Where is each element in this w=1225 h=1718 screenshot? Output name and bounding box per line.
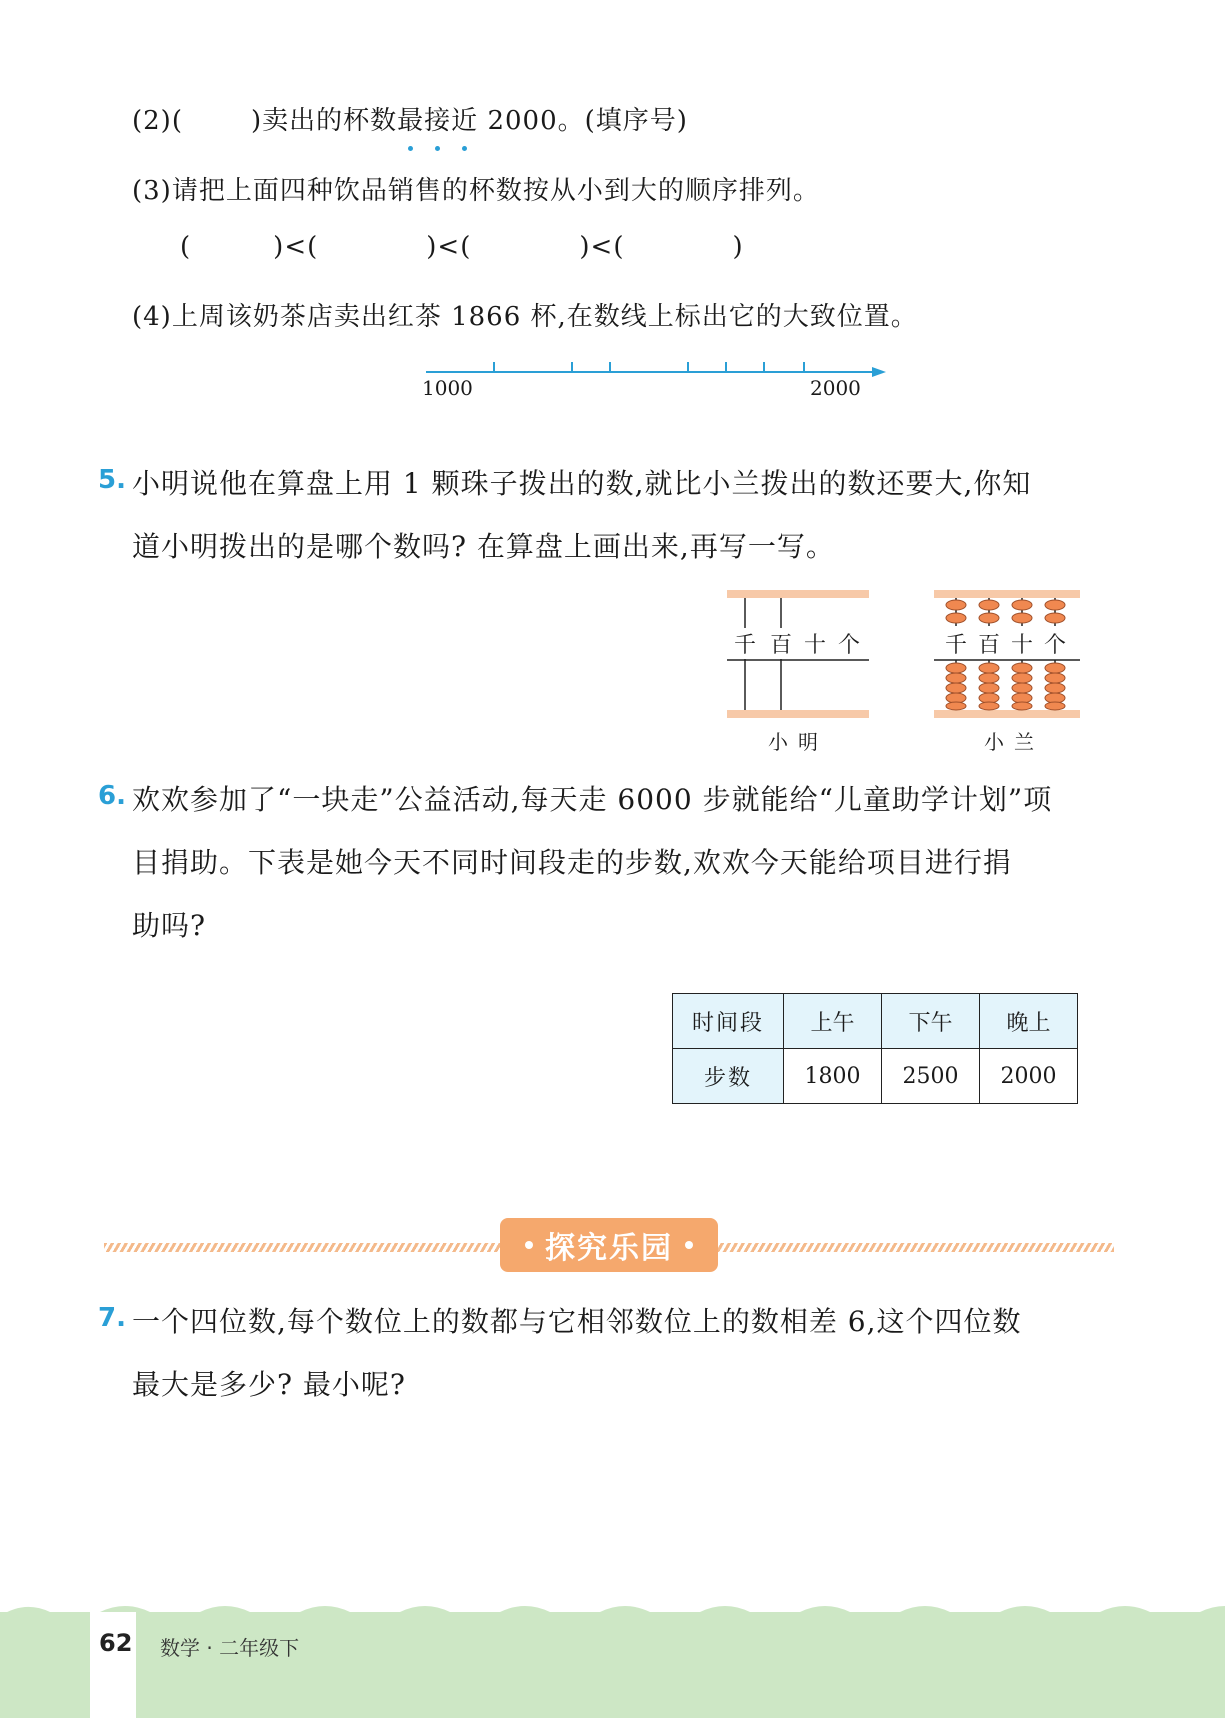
table-row-label: 步数: [673, 1049, 784, 1104]
q4-sub2-tail: 2000。(填序号): [478, 106, 688, 136]
question-number: 6.: [98, 781, 126, 811]
question-number: 5.: [98, 465, 126, 495]
dot-icon: [525, 1241, 533, 1249]
q4-sub2: [132, 100, 688, 137]
question-number: 7.: [98, 1303, 126, 1333]
dot-icon: [685, 1241, 693, 1249]
table-header-row: [673, 994, 1078, 1049]
table-header-cell: 时间段: [673, 994, 784, 1049]
q4-sub2-suffix: )卖出的杯数: [250, 106, 398, 136]
paren-open: (: [307, 232, 319, 262]
table-cell: 2500: [882, 1049, 980, 1104]
abacus-column-label: 个: [1042, 628, 1068, 659]
paren-open: (: [613, 232, 625, 262]
emphasis-char: 近: [451, 100, 478, 137]
q6-line2: 目捐助。下表是她今天不同时间段走的步数,欢欢今天能给项目进行捐: [132, 846, 1012, 879]
abacus-column-label: 百: [768, 628, 794, 659]
table-header-cell: 下午: [882, 994, 980, 1049]
page-number: 62: [99, 1629, 133, 1657]
abacus-column-label: 十: [803, 633, 826, 658]
q4-sub2-prefix: (2)(: [132, 106, 183, 136]
numberline-start-label: 1000: [422, 376, 473, 400]
less-than-sign: <: [437, 232, 461, 262]
steps-table: [672, 993, 1078, 1104]
paren-close: ): [426, 232, 438, 262]
q4-sub4: (4)上周该奶茶店卖出红茶 1866 杯,在数线上标出它的大致位置。: [132, 302, 918, 332]
paren-close: ): [273, 232, 285, 262]
q6-line3: 助吗?: [132, 909, 207, 942]
abacus-column-label: 千: [732, 628, 758, 659]
section-banner-label: 探究乐园: [545, 1231, 673, 1266]
abacus-column-label: 千: [943, 628, 969, 659]
page-number-strip: [90, 1612, 136, 1718]
q7-line2: 最大是多少? 最小呢?: [132, 1368, 406, 1401]
abacus-column-label: 个: [837, 633, 860, 658]
table-row: [673, 1049, 1078, 1104]
abacus-xiaolan-label: 小兰: [984, 730, 1044, 754]
paren-close: ): [579, 232, 591, 262]
numberline-end-label: 2000: [810, 376, 861, 400]
q5-line1: 小明说他在算盘上用 1 颗珠子拨出的数,就比小兰拨出的数还要大,你知: [132, 467, 1032, 500]
q6-line1: 欢欢参加了“一块走”公益活动,每天走 6000 步就能给“儿童助学计划”项: [132, 783, 1053, 816]
book-title: 数学 · 二年级下: [160, 1636, 300, 1660]
emphasis-char: 接: [424, 100, 451, 137]
paren-open: (: [180, 232, 192, 262]
emphasis-char: 最: [397, 100, 424, 137]
abacus-xiaoming-label: 小明: [768, 730, 828, 754]
less-than-sign: <: [590, 232, 614, 262]
paren-open: (: [460, 232, 472, 262]
abacus-column-label: 十: [1009, 628, 1035, 659]
q4-sub3: (3)请把上面四种饮品销售的杯数按从小到大的顺序排列。: [132, 176, 820, 206]
banner-stripe-right: [714, 1243, 1114, 1252]
table-header-cell: 上午: [784, 994, 882, 1049]
q7-line1: 一个四位数,每个数位上的数都与它相邻数位上的数相差 6,这个四位数: [132, 1305, 1022, 1338]
table-cell: 1800: [784, 1049, 882, 1104]
banner-stripe-left: [104, 1243, 504, 1252]
order-row: [180, 232, 744, 262]
table-cell: 2000: [980, 1049, 1078, 1104]
q5-line2: 道小明拨出的是哪个数吗? 在算盘上画出来,再写一写。: [132, 530, 835, 563]
abacus-column-label: 百: [976, 628, 1002, 659]
footer-band: [0, 1612, 1225, 1718]
section-banner: [500, 1218, 718, 1272]
paren-close: ): [732, 232, 744, 262]
table-header-cell: 晚上: [980, 994, 1078, 1049]
less-than-sign: <: [284, 232, 308, 262]
